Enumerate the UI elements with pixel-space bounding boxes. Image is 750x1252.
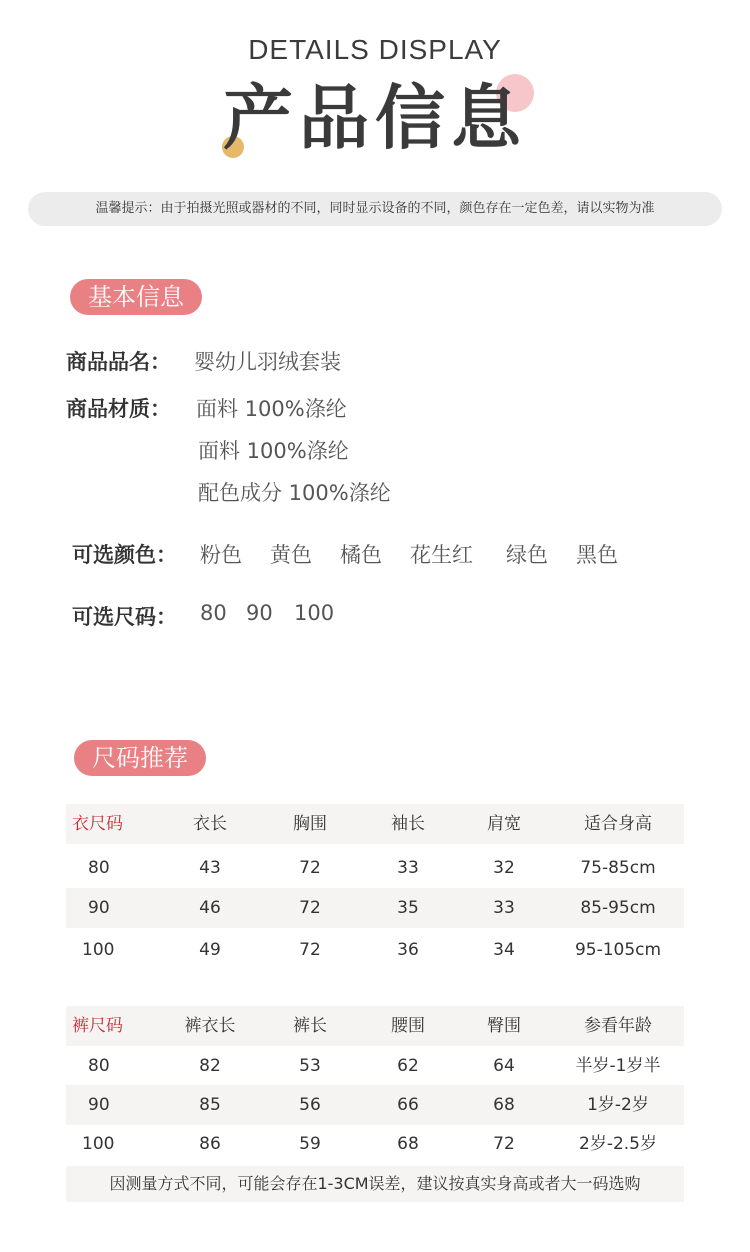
table-cell: 100 [82,1134,115,1154]
top-table-header [66,804,684,844]
name-value: 婴幼儿羽绒套装 [194,350,341,374]
color-notice-bar: 温馨提示：由于拍摄光照或器材的不同，同时显示设备的不同，颜色存在一定色差，请以实物为准 [28,192,722,226]
header-cell: 肩宽 [487,814,521,834]
table-cell: 59 [299,1134,321,1154]
name-label: 商品品名： [66,350,171,374]
section-basic-info: 基本信息 [70,279,202,315]
table-row [66,1046,684,1086]
header-cell: 裤尺码 [72,1016,123,1036]
table-cell: 72 [299,898,321,918]
table-cell: 43 [199,858,221,878]
table-cell: 80 [88,1056,110,1076]
table-cell: 49 [199,940,221,960]
material-line: 面料 100%涤纶 [198,439,349,463]
table-cell: 68 [397,1134,419,1154]
header-cell: 参看年龄 [584,1016,652,1036]
table-cell: 86 [199,1134,221,1154]
header-cell: 适合身高 [584,814,652,834]
table-cell: 64 [493,1056,515,1076]
colors-label: 可选颜色： [72,543,177,567]
header-cell: 袖长 [391,814,425,834]
header-cell: 胸围 [293,814,327,834]
material-line: 面料 100%涤纶 [196,397,347,421]
table-cell: 36 [397,940,419,960]
color-option: 黄色 [270,543,312,567]
table-cell: 35 [397,898,419,918]
table-cell: 82 [199,1056,221,1076]
color-option: 黑色 [576,543,618,567]
product-info-title: 产品信息 [223,77,527,159]
header-cell: 衣长 [193,814,227,834]
table-cell: 56 [299,1095,321,1115]
header-cell: 衣尺码 [72,814,123,834]
table-cell: 90 [88,898,110,918]
table-cell: 33 [493,898,515,918]
table-cell: 53 [299,1056,321,1076]
pants-table-header [66,1006,684,1046]
table-cell: 75-85cm [580,858,656,878]
table-cell: 90 [88,1095,110,1115]
table-cell: 80 [88,858,110,878]
header-cell: 裤长 [293,1016,327,1036]
details-display-title: DETAILS DISPLAY [248,34,502,65]
table-cell: 72 [299,858,321,878]
color-option: 绿色 [506,543,548,567]
table-cell: 85-95cm [580,898,656,918]
table-cell: 32 [493,858,515,878]
color-option: 粉色 [200,543,242,567]
table-cell: 46 [199,898,221,918]
size-option: 100 [294,601,335,625]
header-cell: 腰围 [391,1016,425,1036]
table-row [66,1085,684,1125]
sizes-label: 可选尺码： [72,605,177,629]
table-cell: 95-105cm [574,940,662,960]
size-option: 80 [200,601,227,625]
header-cell: 臀围 [487,1016,521,1036]
material-line: 配色成分 100%涤纶 [198,481,391,505]
table-cell: 2岁-2.5岁 [579,1134,657,1154]
table-row [66,930,684,970]
table-cell: 72 [493,1134,515,1154]
material-label: 商品材质： [66,397,171,421]
table-cell: 半岁-1岁半 [575,1056,661,1076]
color-option: 橘色 [340,543,382,567]
table-cell: 72 [299,940,321,960]
header-cell: 裤衣长 [184,1016,236,1036]
table-cell: 62 [397,1056,419,1076]
table-cell: 66 [397,1095,419,1115]
table-cell: 1岁-2岁 [587,1095,649,1115]
table-row [66,888,684,928]
section-size-recommend: 尺码推荐 [74,740,206,776]
table-row [66,848,684,888]
measurement-footnote: 因测量方式不同，可能会存在1-3CM误差，建议按真实身高或者大一码选购 [66,1166,684,1202]
table-cell: 85 [199,1095,221,1115]
table-cell: 34 [493,940,515,960]
size-option: 90 [246,601,273,625]
table-cell: 100 [82,940,115,960]
table-row [66,1124,684,1164]
table-cell: 68 [493,1095,515,1115]
color-option: 花生红 [410,543,473,567]
table-cell: 33 [397,858,419,878]
